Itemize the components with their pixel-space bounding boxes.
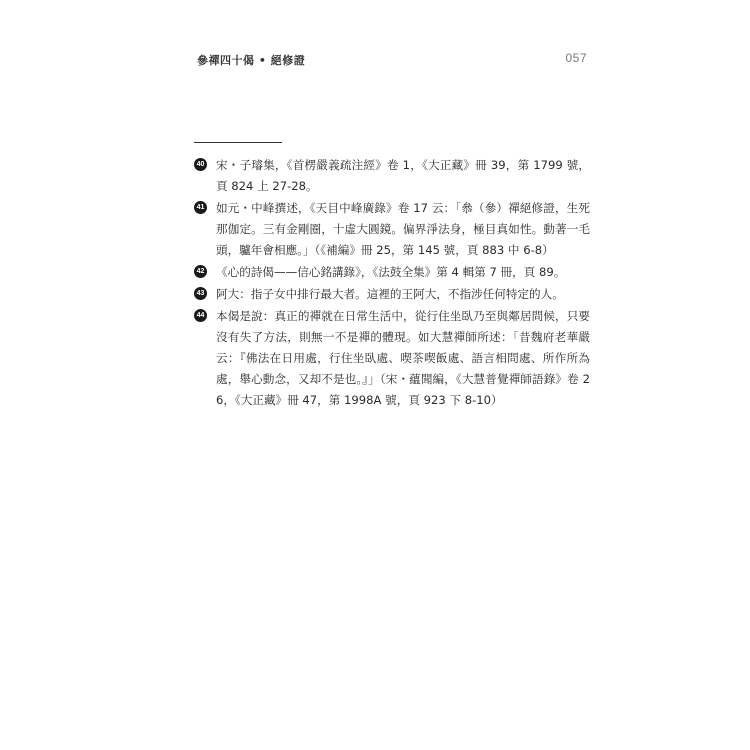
footnote <box>194 284 590 305</box>
running-header <box>197 52 587 72</box>
footnote-number: 43 <box>194 287 207 300</box>
footnote-text: 《心的詩偈——信心銘講錄》，《法鼓全集》第 4 輯第 7 冊，頁 89。 <box>216 265 566 279</box>
page-number: 057 <box>565 51 587 65</box>
footnote-number: 44 <box>194 309 207 322</box>
footnote <box>194 306 590 411</box>
footnote <box>194 155 590 197</box>
footnote-number: 42 <box>194 265 207 278</box>
footnote-text: 本偈是說：真正的禪就在日常生活中，從行住坐臥乃至與鄰居問候，只要沒有失了方法，則無一不是禪的體現。如大慧禪師所述：「昔魏府老華嚴云：『佛法在日用處，行住坐臥處、喫茶喫飯處、語言相問處、所作所為處，舉心動念，又却不是也。』」（宋・蘊聞編，《大慧普覺禪師語錄》卷 26，《大正藏》冊 47，第 1998A 號，頁 923 下 8-10） <box>216 309 590 407</box>
footnote <box>194 262 590 283</box>
footnote-text: 如元・中峰撰述，《天目中峰廣錄》卷 17 云：「叅（參）禪絕修證，生死那伽定。三有金剛圈，十虛大圓鏡。偏界淨法身，極目真如性。動著一毛頭，驢年會相應。」（《補編》冊 25，第 145 號，頁 883 中 6-8） <box>216 201 590 257</box>
footnote-number: 40 <box>194 158 207 171</box>
footnotes <box>194 155 590 412</box>
running-title: 參禪四十偈 • 絕修證 <box>197 54 306 67</box>
footnote-text: 阿大：指子女中排行最大者。這裡的王阿大，不指涉任何特定的人。 <box>216 287 564 301</box>
footnote-number: 41 <box>194 201 207 214</box>
footnote-text: 宋・子璿集，《首楞嚴義疏注經》卷 1，《大正藏》冊 39，第 1799 號，頁 824 上 27-28。 <box>216 158 590 193</box>
footnote <box>194 198 590 261</box>
footnote-separator <box>194 142 282 143</box>
